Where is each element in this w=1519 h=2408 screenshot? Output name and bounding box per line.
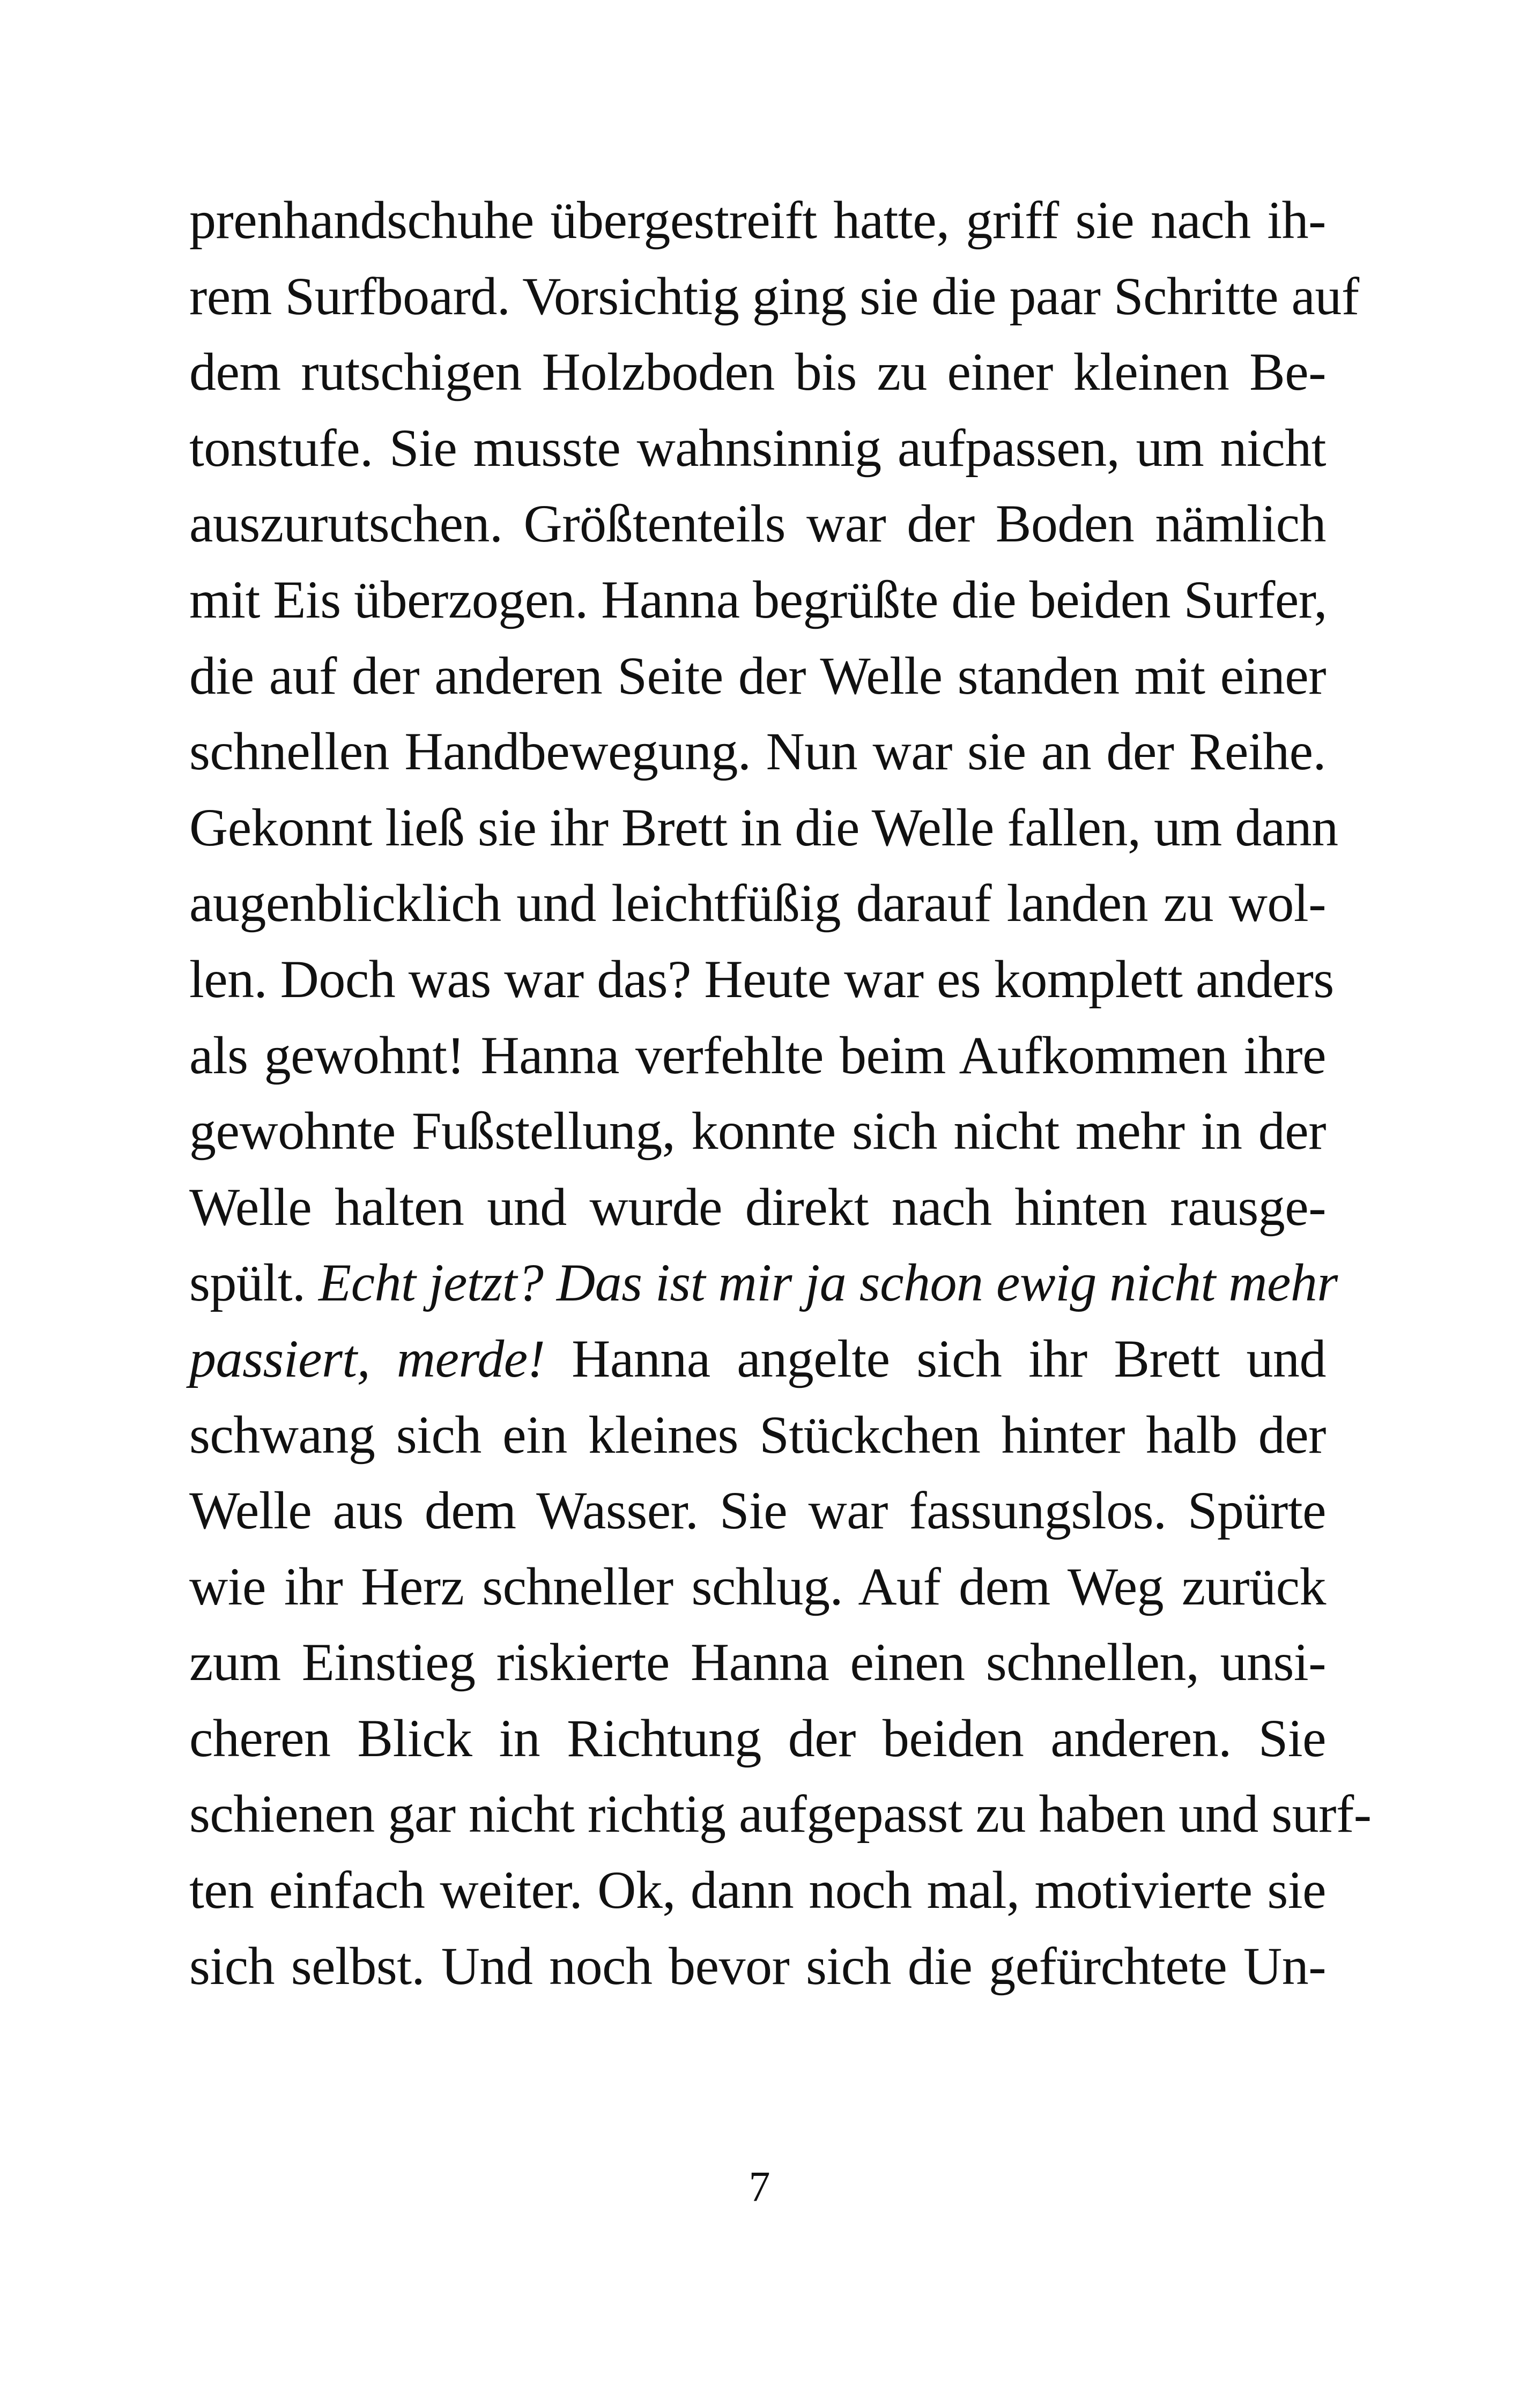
text-line: gewohnte Fußstellung, konnte sich nicht mehr in der [189,1101,1326,1161]
text-line: schienen gar nicht richtig aufgepasst zu haben und surf- [189,1784,1372,1844]
body-text [189,182,1372,2004]
text-line: Welle aus dem Wasser. Sie war fassungslos. Spürte [189,1481,1326,1541]
text-line: prenhandschuhe übergestreift hatte, griff sie nach ih- [189,190,1326,250]
text-line: auszurutschen. Größtenteils war der Boden nämlich [189,494,1326,554]
italic-thought: Echt jetzt? Das ist mir ja schon ewig nicht mehr [318,1253,1338,1313]
text-line: mit Eis überzogen. Hanna begrüßte die beiden Surfer, [189,569,1328,629]
text-line: rem Surfboard. Vorsichtig ging sie die paar Schritte auf [189,266,1359,326]
text-line: Gekonnt ließ sie ihr Brett in die Welle fallen, um dann [189,797,1338,857]
text-line: zum Einstieg riskierte Hanna einen schnellen, unsi- [189,1632,1326,1692]
text-line: tonstufe. Sie musste wahnsinnig aufpassen, um nicht [189,418,1326,478]
page-number: 7 [749,2164,770,2211]
text-line: die auf der anderen Seite der Welle standen mit einer [189,645,1326,705]
text-line: Welle halten und wurde direkt nach hinten rausge- [189,1177,1326,1237]
text-line-with-italic [189,1245,1338,1321]
text-line: augenblicklich und leichtfüßig darauf landen zu wol- [189,873,1326,933]
text-line: len. Doch was war das? Heute war es komplett anders [189,949,1334,1009]
italic-thought: passiert, merde! [189,1328,545,1388]
text-line: schnellen Handbewegung. Nun war sie an der Reihe. [189,722,1326,782]
text-segment: spült. [189,1253,318,1313]
text-line-with-italic [189,1321,1326,1397]
text-line: schwang sich ein kleines Stückchen hinter halb der [189,1404,1326,1465]
text-line: cheren Blick in Richtung der beiden anderen. Sie [189,1708,1326,1768]
text-line: dem rutschigen Holzboden bis zu einer kleinen Be- [189,342,1326,402]
text-line: sich selbst. Und noch bevor sich die gefürchtete Un- [189,1936,1326,1996]
text-segment: Hanna angelte sich ihr Brett und [545,1328,1326,1388]
text-line: als gewohnt! Hanna verfehlte beim Aufkommen ihre [189,1025,1326,1085]
text-line: wie ihr Herz schneller schlug. Auf dem Weg zurück [189,1556,1326,1616]
text-line: ten einfach weiter. Ok, dann noch mal, motivierte sie [189,1860,1326,1920]
